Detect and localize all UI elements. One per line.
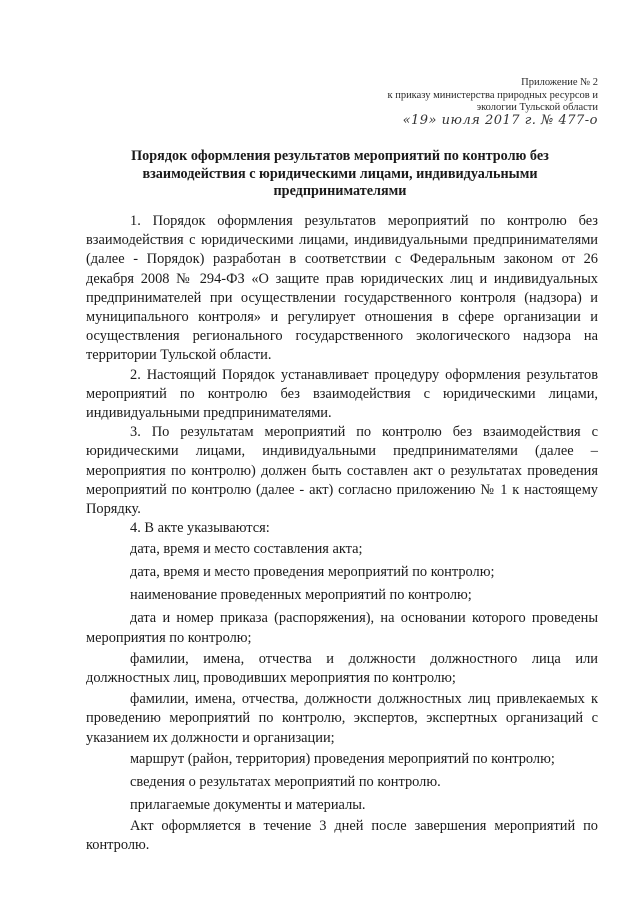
annex-order-ref: к приказу министерства природных ресурсов и (387, 89, 598, 101)
list-item: прилагаемые документы и материалы. (130, 796, 366, 813)
list-item: фамилии, имена, отчества, должности должностных лиц привлекаемых к проведению мероприятий по контролю, экспертов, экспертных организаций с указанием их должности и организации; (86, 691, 598, 746)
annex-header (298, 77, 598, 127)
document-title: Порядок оформления результатов мероприятий по контролю без взаимодействия с юридическими лицами, индивидуальными предпринимателями (131, 148, 549, 199)
list-item: дата и номер приказа (распоряжения), на основании которого проведены мероприятия по контролю; (86, 610, 598, 646)
list-item: сведения о результатах мероприятий по контролю. (130, 773, 441, 790)
list-item: фамилии, имена, отчества и должности должностного лица или должностных лиц, проводивших мероприятия по контролю; (86, 650, 598, 687)
list-item: наименование проведенных мероприятий по контролю; (130, 587, 472, 604)
paragraph-3: 3. По результатам мероприятий по контролю без взаимодействия с юридическими лицами, индивидуальными предпринимателями (далее – мероприятия по контролю) должен быть составлен акт о результатах проведения мероприятий по контролю (далее - акт) согласно приложению № 1 к настоящему Порядку. (86, 424, 598, 518)
annex-date-number: «19» июля 2017 г. № 477-о (402, 112, 598, 128)
list-item: маршрут (район, территория) проведения мероприятий по контролю; (130, 750, 555, 767)
closing-paragraph: Акт оформляется в течение 3 дней после завершения мероприятий по контролю. (86, 817, 598, 854)
annex-number: Приложение № 2 (521, 77, 598, 88)
document-body (86, 212, 598, 855)
annex-ministry: экологии Тульской области (476, 102, 598, 113)
list-item: дата, время и место составления акта; (130, 541, 363, 558)
paragraph-1: 1. Порядок оформления результатов мероприятий по контролю без взаимодействия с юридическими лицами, индивидуальными предпринимателями (далее - Порядок) разработан в соответствии с Федеральным законом от 26 декабря 2008 № 294-ФЗ «О защите прав юридических лиц и индивидуальных предпринимателей при осуществлении государственного контроля (надзора) и муниципального контроля» и регулирует отношения в сфере организации и осуществления регионального государственного экологического надзора на территории Тульской области. (86, 213, 598, 364)
list-item: дата, время и место проведения мероприятий по контролю; (130, 564, 495, 581)
paragraph-2: 2. Настоящий Порядок устанавливает процедуру оформления результатов мероприятий по контролю без взаимодействия с юридическими лицами, индивидуальными предпринимателями. (86, 366, 598, 422)
paragraph-4: 4. В акте указываются: (130, 520, 270, 537)
